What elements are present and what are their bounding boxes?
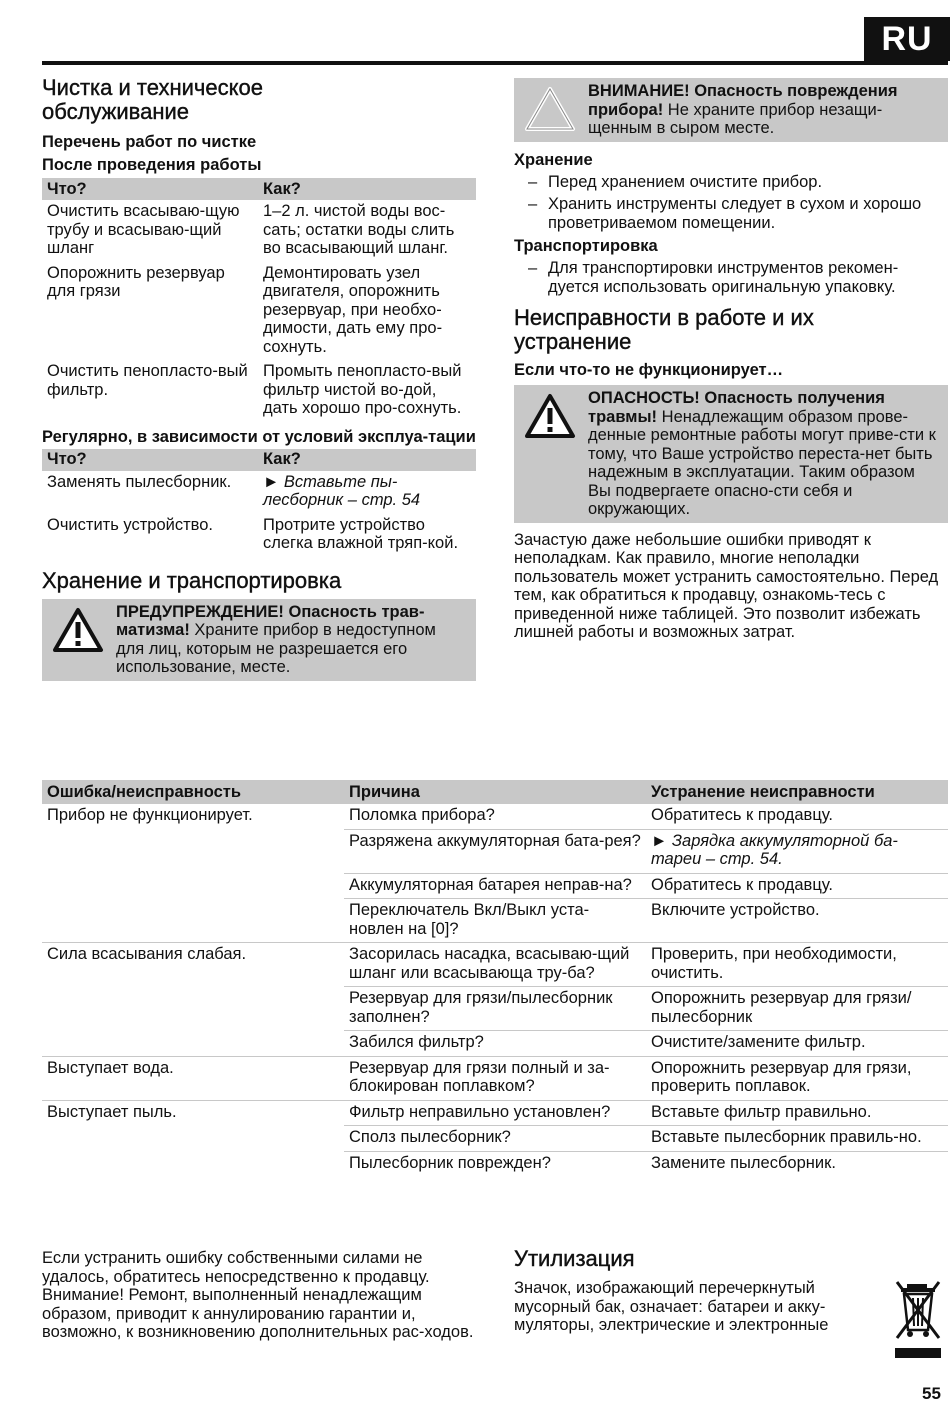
cell-cause: Пылесборник поврежден? bbox=[344, 1151, 646, 1176]
cleaning-list-title: Перечень работ по чистке bbox=[42, 133, 257, 151]
faults-paragraph: Зачастую даже небольшие ошибки приводят к неполадкам. Как правило, многие неполадки пользователь может устранить самостоятельно. Перед тем, как обратиться к продавцу, ознакомь-тесь с приведенной ниже таблицей. Это позволит избежать лишней работы и возможных затрат. bbox=[514, 530, 939, 641]
cell-what: Очистить устройство. bbox=[47, 515, 213, 534]
table-row bbox=[42, 943, 948, 987]
cell-cause: Разряжена аккумуляторная бата-рея? bbox=[344, 829, 646, 873]
cell-cause: Переключатель Вкл/Выкл уста-новлен на [0]? bbox=[344, 899, 646, 943]
cell-cause: Аккумуляторная батарея неправ-на? bbox=[344, 873, 646, 899]
warning-box bbox=[42, 599, 476, 681]
table-row bbox=[42, 471, 476, 514]
cell-cause: Поломка прибора? bbox=[349, 806, 495, 824]
danger-bold: ОПАСНОСТЬ! Опасность получения травмы! bbox=[588, 389, 885, 426]
cell-what: Заменять пылесборник. bbox=[47, 472, 232, 491]
cell-fault: Прибор не функционирует. bbox=[47, 806, 253, 824]
cell-what: Опорожнить резервуар для грязи bbox=[47, 263, 225, 300]
fault-table bbox=[42, 780, 948, 1176]
disposal-section bbox=[514, 1247, 948, 1335]
after-work-title: После проведения работы bbox=[42, 156, 262, 174]
regular-table bbox=[42, 449, 476, 557]
crossed-bin-icon bbox=[893, 1278, 943, 1358]
cell-fix-link[interactable]: ► Зарядка аккумуляторной ба-тареи – стр. 54. bbox=[646, 829, 948, 873]
table-row bbox=[42, 1100, 948, 1126]
cell-fix: Вставьте фильтр правильно. bbox=[646, 1100, 948, 1126]
list-item: – Перед хранением очистите прибор. bbox=[514, 173, 948, 192]
faults-title: Неисправности в работе и их устранение bbox=[514, 305, 814, 354]
danger-text: Ненадлежащим образом прове-денные ремонтные работы могут приве-сти к тому, что Ваше устройство переста-нет быть надежным в эксплуатации. Таким образом Вы подвергаете опасно-сти себя и окружающих. bbox=[588, 407, 936, 518]
after-work-table bbox=[42, 178, 476, 422]
cell-fix: Опорожнить резервуар для грязи/ пылесборник bbox=[646, 987, 948, 1031]
cell-fix: Обратитесь к продавцу. bbox=[646, 873, 948, 899]
col-cause: Причина bbox=[344, 780, 646, 804]
cell-fix: Вставьте пылесборник правиль-но. bbox=[646, 1126, 948, 1152]
cell-fix: Включите устройство. bbox=[646, 899, 948, 943]
warning-text: Храните прибор в недоступном для лиц, которым не разрешается его использование, месте. bbox=[116, 621, 436, 676]
cell-fix: Обратитесь к продавцу. bbox=[651, 806, 833, 824]
col-fault: Ошибка/неисправность bbox=[42, 780, 344, 804]
disposal-text: Значок, изображающий перечеркнутый мусорный бак, означает: батареи и акку-муляторы, электрические и электронные bbox=[514, 1279, 829, 1334]
left-column bbox=[42, 76, 476, 681]
list-item: – Для транспортировки инструментов рекомен-дуется использовать оригинальную упаковку. bbox=[514, 259, 948, 296]
warning-triangle-icon bbox=[48, 603, 108, 677]
transport-title: Транспортировка bbox=[514, 237, 658, 255]
storage-title: Хранение bbox=[514, 150, 593, 169]
col-what: Что? bbox=[42, 178, 258, 200]
cell-fault: Выступает вода. bbox=[42, 1056, 344, 1100]
warning-triangle-icon bbox=[520, 82, 580, 138]
table-row bbox=[42, 360, 476, 422]
disposal-title: Утилизация bbox=[514, 1246, 635, 1271]
cell-fault: Сила всасывания слабая. bbox=[42, 943, 344, 1057]
attention-box bbox=[514, 78, 948, 142]
right-column bbox=[514, 78, 948, 642]
col-how: Как? bbox=[258, 178, 476, 200]
storage-list bbox=[514, 173, 948, 233]
cell-fix: Очистите/замените фильтр. bbox=[646, 1031, 948, 1057]
attention-text: Не храните прибор незащи-щенным в сыром месте. bbox=[588, 100, 883, 137]
table-row bbox=[42, 1056, 948, 1100]
warning-triangle-icon bbox=[520, 389, 580, 519]
table-row bbox=[42, 514, 476, 557]
cell-what: Очистить всасываю-щую трубу и всасываю-щий шланг bbox=[47, 202, 240, 257]
faults-subtitle: Если что-то не функционирует… bbox=[514, 361, 784, 379]
repair-note: Если устранить ошибку собственными силами не удалось, обратитесь непосредственно к продавцу. Внимание! Ремонт, выполненный ненадлежащим образом, приводит к аннулированию гарантии и, возможно, к возникновению дополнительных рас-ходов. bbox=[42, 1249, 474, 1341]
cell-fix: Проверить, при необходимости, очистить. bbox=[646, 943, 948, 987]
cell-cause: Засорилась насадка, всасываю-щий шланг или всасывающа тру-ба? bbox=[344, 943, 646, 987]
language-badge: RU bbox=[864, 17, 950, 61]
storage-transport-title: Хранение и транспортировка bbox=[42, 567, 342, 593]
cell-how: 1–2 л. чистой воды вос-сать; остатки воды слить во всасывающий шланг. bbox=[263, 202, 455, 257]
cell-fix: Опорожнить резервуар для грязи, проверить поплавок. bbox=[646, 1056, 948, 1100]
cell-fault: Выступает пыль. bbox=[42, 1100, 344, 1176]
table-row bbox=[42, 200, 476, 262]
col-how: Как? bbox=[258, 449, 476, 471]
cell-how-link[interactable]: ► Вставьте пы-лесборник – стр. 54 bbox=[263, 472, 421, 509]
danger-box bbox=[514, 385, 948, 523]
regular-title: Регулярно, в зависимости от условий эксплуа-тации bbox=[42, 427, 476, 446]
cell-fix: Замените пылесборник. bbox=[646, 1151, 948, 1176]
cell-what: Очистить пенопласто-вый фильтр. bbox=[47, 362, 248, 399]
cell-cause: Резервуар для грязи/пылесборник заполнен? bbox=[344, 987, 646, 1031]
attention-bold: ВНИМАНИЕ! Опасность повреждения прибора! bbox=[588, 82, 898, 119]
cell-cause: Забился фильтр? bbox=[344, 1031, 646, 1057]
col-fix: Устранение неисправности bbox=[646, 780, 948, 804]
col-what: Что? bbox=[42, 449, 258, 471]
cell-cause: Сполз пылесборник? bbox=[344, 1126, 646, 1152]
cell-how: Протрите устройство слегка влажной тряп-кой. bbox=[263, 515, 459, 552]
cleaning-title: Чистка и техническое обслуживание bbox=[42, 75, 263, 124]
page-number: 55 bbox=[922, 1384, 941, 1403]
header-rule bbox=[42, 61, 948, 65]
cell-cause: Резервуар для грязи полный и за-блокирован поплавком? bbox=[344, 1056, 646, 1100]
table-row bbox=[42, 804, 948, 829]
warning-bold: ПРЕДУПРЕЖДЕНИЕ! Опасность трав-матизма! bbox=[116, 602, 425, 639]
transport-list bbox=[514, 259, 948, 296]
list-item: – Хранить инструменты следует в сухом и хорошо проветриваемом помещении. bbox=[514, 195, 948, 232]
cell-how: Демонтировать узел двигателя, опорожнить резервуар, при необхо-димости, дать ему про-сохнуть. bbox=[263, 263, 443, 356]
cell-how: Промыть пенопласто-вый фильтр чистой во-дой, дать хорошо про-сохнуть. bbox=[263, 362, 462, 417]
table-row bbox=[42, 262, 476, 361]
cell-cause: Фильтр неправильно установлен? bbox=[344, 1100, 646, 1126]
